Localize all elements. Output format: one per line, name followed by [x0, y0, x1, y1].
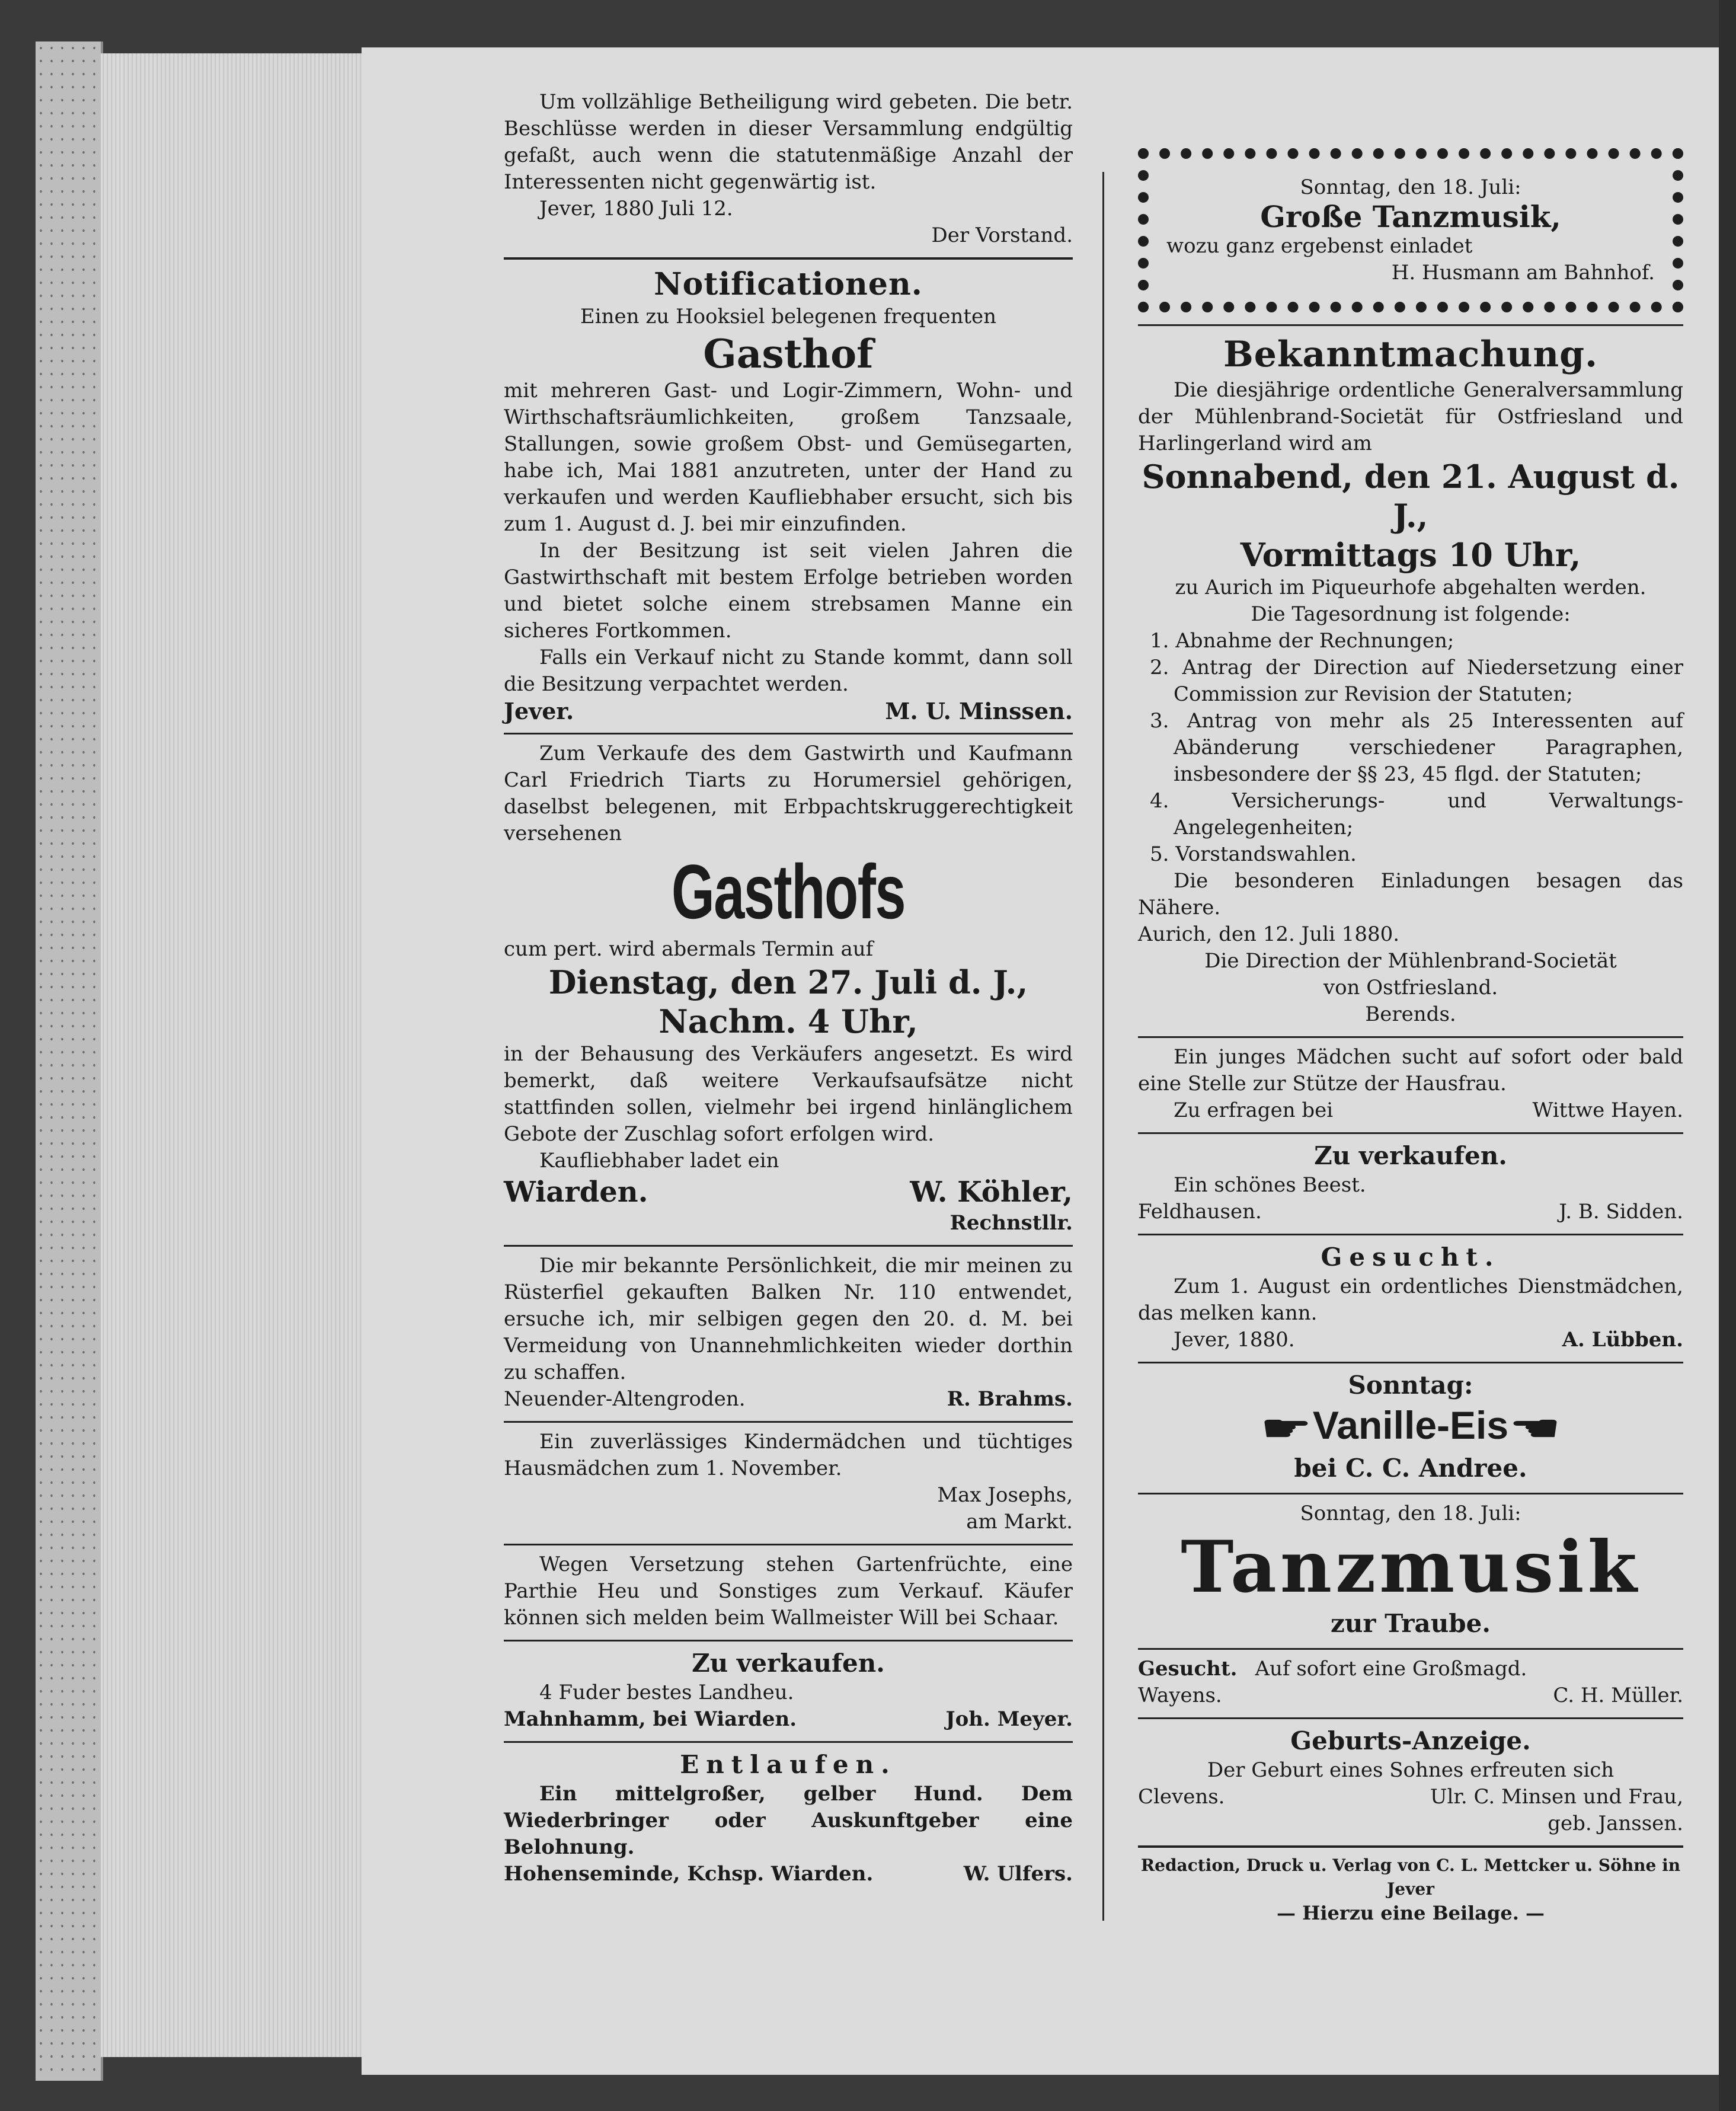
kinder-signature: Max Josephs,: [937, 1483, 1073, 1507]
bek-order: Die Tagesordnung ist folgende:: [1251, 602, 1571, 626]
gasthof-lead: Einen zu Hooksiel belegenen frequenten: [580, 305, 997, 328]
termin-place: Wiarden.: [504, 1176, 648, 1209]
gasthof-place: Jever.: [504, 698, 574, 724]
bek-item-3: 3. Antrag von mehr als 25 Interessenten auf Abänderung verschiedener Paragraphen, insbesondere der §§ 23, 45 flgd. der Statuten;: [1150, 709, 1683, 786]
notif-title: Notificationen.: [654, 266, 923, 302]
column-divider: [1102, 172, 1104, 1921]
separator: [504, 1640, 1073, 1641]
separator: [504, 1741, 1073, 1743]
zuverk-body: 4 Fuder bestes Landheu.: [539, 1681, 794, 1704]
pointing-hand-right-icon: ☛: [1260, 1408, 1312, 1448]
kinder-signature-2: am Markt.: [966, 1510, 1073, 1534]
gasthof-body-2: In der Besitzung ist seit vielen Jahren die Gastwirthschaft mit bestem Erfolge betrieben worden und bietet solche einem strebsamen Manne ein sicheres Fortkommen.: [504, 539, 1073, 643]
bek-date: Sonnabend, den 21. August d. J.,: [1142, 458, 1680, 535]
balken-signature: R. Brahms.: [947, 1387, 1073, 1411]
separator: [1138, 324, 1683, 326]
separator: [1138, 1036, 1683, 1038]
gasthof-heading: Gasthof: [703, 331, 874, 377]
mad-signature-row: [1138, 1097, 1683, 1124]
zuverk-signature-row: [504, 1706, 1073, 1733]
geb-signature-row: [1138, 1784, 1683, 1810]
separator: [504, 733, 1073, 734]
termin-signature-title: Rechnstllr.: [949, 1211, 1073, 1235]
ges-signature: A. Lübben.: [1562, 1328, 1683, 1352]
bek-time: Vormittags 10 Uhr,: [1240, 536, 1581, 574]
termin-date: Dienstag, den 27. Juli d. J.,: [548, 963, 1028, 1001]
separator: [504, 1544, 1073, 1545]
entlaufen-place: Hohenseminde, Kchsp. Wiarden.: [504, 1862, 874, 1886]
separator: [1138, 1493, 1683, 1494]
tm-place: zur Traube.: [1331, 1608, 1491, 1638]
right-column: [1138, 148, 1683, 1925]
intro-dateline: Jever, 1880 Juli 12.: [539, 197, 733, 221]
eis-day: Sonntag:: [1348, 1371, 1473, 1400]
termin-body-2: Kaufliebhaber ladet ein: [539, 1149, 779, 1173]
bek-note: Die besonderen Einladungen besagen das Nähere.: [1138, 869, 1683, 919]
gm-body: Auf sofort eine Großmagd.: [1255, 1656, 1527, 1681]
gm-place: Wayens.: [1138, 1683, 1222, 1707]
footer-imprint: Redaction, Druck u. Verlag von C. L. Mettcker u. Söhne in Jever: [1140, 1855, 1681, 1899]
separator: [1138, 1648, 1683, 1650]
zv-body: Ein schönes Beest.: [1174, 1173, 1366, 1197]
separator: [1138, 1717, 1683, 1719]
zv-place: Feldhausen.: [1138, 1200, 1262, 1224]
bek-place: zu Aurich im Piqueurhofe abgehalten werden.: [1175, 576, 1647, 599]
zuverk-signature: Joh. Meyer.: [945, 1707, 1073, 1731]
bek-item-4: 4. Versicherungs- und Verwaltungs-Angelegenheiten;: [1150, 789, 1683, 839]
kinder-body: Ein zuverlässiges Kindermädchen und tüchtiges Hausmädchen zum 1. November.: [504, 1430, 1073, 1480]
bek-signature-2: von Ostfriesland.: [1323, 976, 1498, 999]
gasthofs-heading: Gasthofs: [671, 848, 906, 935]
right-dark-edge: [1719, 0, 1736, 2111]
termin-time: Nachm. 4 Uhr,: [658, 1002, 918, 1040]
gasthof-signature-row: [504, 698, 1073, 724]
left-column: [504, 89, 1073, 1888]
tanz-title: Große Tanzmusik,: [1260, 199, 1561, 234]
ges-body: Zum 1. August ein ordentliches Dienstmädchen, das melken kann.: [1138, 1275, 1683, 1325]
entlaufen-signature: W. Ulfers.: [963, 1862, 1073, 1886]
bek-signature-3: Berends.: [1365, 1002, 1456, 1026]
geb-signature: Ulr. C. Minsen und Frau,: [1430, 1784, 1683, 1809]
footer-supplement: — Hierzu eine Beilage. —: [1276, 1901, 1545, 1924]
separator: [504, 257, 1073, 260]
ges-place: Jever, 1880.: [1174, 1328, 1295, 1352]
separator: [504, 1245, 1073, 1247]
tm-title: Tanzmusik: [1181, 1525, 1641, 1609]
geb-body: Der Geburt eines Sohnes erfreuten sich: [1207, 1758, 1614, 1782]
bek-body: Die diesjährige ordentliche Generalversammlung der Mühlenbrand-Societät für Ostfriesland und Harlingerland wird am: [1138, 378, 1683, 455]
eis-title: Vanille-Eis: [1312, 1403, 1509, 1447]
ges-title: Gesucht.: [1321, 1243, 1501, 1272]
pointing-hand-left-icon: ☚: [1510, 1408, 1561, 1448]
gm-signature: C. H. Müller.: [1553, 1683, 1683, 1707]
entlaufen-body: Ein mittelgroßer, gelber Hund. Dem Wiederbringer oder Auskunftgeber eine Belohnung.: [504, 1782, 1073, 1859]
separator: [504, 1421, 1073, 1423]
separator: [1138, 1234, 1683, 1235]
mad-signature: Wittwe Hayen.: [1532, 1098, 1683, 1122]
tanz-signature: H. Husmann am Bahnhof.: [1391, 261, 1655, 285]
entlaufen-signature-row: [504, 1861, 1073, 1888]
tanz-date: Sonntag, den 18. Juli:: [1300, 175, 1521, 199]
eis-signature: bei C. C. Andree.: [1294, 1453, 1527, 1483]
separator: [1138, 1132, 1683, 1134]
ges-signature-row: [1138, 1327, 1683, 1353]
termin-lead: cum pert. wird abermals Termin auf: [504, 937, 874, 961]
termin-signature-row: [504, 1174, 1073, 1210]
zv-title: Zu verkaufen.: [1314, 1141, 1507, 1170]
balken-place: Neuender-Altengroden.: [504, 1387, 746, 1411]
bek-title: Bekanntmachung.: [1223, 334, 1598, 375]
page-stack: [101, 53, 363, 2057]
book-spine-edge: [36, 41, 103, 2081]
garten-body: Wegen Versetzung stehen Gartenfrüchte, eine Parthie Heu und Sonstiges zum Verkauf. Käufer können sich melden beim Wallmeister Will bei Schaar.: [504, 1553, 1073, 1630]
gm-row-1: [1138, 1656, 1683, 1682]
mad-place: Zu erfragen bei: [1174, 1098, 1334, 1122]
tanzmusik-frame: [1138, 148, 1683, 312]
gm-label: Gesucht.: [1138, 1656, 1238, 1681]
balken-signature-row: [504, 1386, 1073, 1413]
separator: [1138, 1845, 1683, 1848]
zuverk-title: Zu verkaufen.: [692, 1649, 885, 1678]
zuverk-place: Mahnhamm, bei Wiarden.: [504, 1707, 797, 1731]
termin-signature: W. Köhler,: [910, 1176, 1073, 1209]
tanz-body: wozu ganz ergebenst einladet: [1166, 234, 1473, 258]
bek-signature-1: Die Direction der Mühlenbrand-Societät: [1204, 949, 1617, 973]
zv-signature-row: [1138, 1199, 1683, 1225]
separator: [1138, 1362, 1683, 1363]
intro-signature: Der Vorstand.: [931, 223, 1073, 247]
bek-item-5: 5. Vorstandswahlen.: [1150, 842, 1357, 866]
gasthof-body-3: Falls ein Verkauf nicht zu Stande kommt, dann soll die Besitzung verpachtet werden.: [504, 646, 1073, 696]
balken-body: Die mir bekannte Persönlichkeit, die mir meinen zu Rüsterfiel gekauften Balken Nr. 110 entwendet, ersuche ich, mir selbigen gegen den 20. d. M. bei Vermeidung von Unannehmlichkeiten wieder dorthin zu schaffen.: [504, 1254, 1073, 1384]
termin-body: in der Behausung des Verkäufers angesetzt. Es wird bemerkt, daß weitere Verkaufsaufsätze nicht stattfinden sollen, vielmehr bei irgend hinlänglichem Gebote der Zuschlag sofort erfolgen wird.: [504, 1042, 1073, 1146]
gasthof-signature: M. U. Minssen.: [885, 698, 1073, 724]
bek-item-1: 1. Abnahme der Rechnungen;: [1150, 629, 1454, 653]
intro-text: Um vollzählige Betheiligung wird gebeten. Die betr. Beschlüsse werden in dieser Versammlung endgültig gefaßt, auch wenn die statutenmäßige Anzahl der Interessenten nicht gegenwärtig ist.: [504, 90, 1073, 194]
gasthof-body: mit mehreren Gast- und Logir-Zimmern, Wohn- und Wirthschaftsräumlichkeiten, großem Tanzsaale, Stallungen, sowie großem Obst- und Gemüsegarten, habe ich, Mai 1881 anzutreten, unter der Hand zu verkaufen und werden Kaufliebhaber ersucht, sich bis zum 1. August d. J. bei mir einzufinden.: [504, 379, 1073, 536]
geb-place: Clevens.: [1138, 1784, 1225, 1809]
mad-body: Ein junges Mädchen sucht auf sofort oder bald eine Stelle zur Stütze der Hausfrau.: [1138, 1045, 1683, 1096]
eis-title-row: [1138, 1401, 1683, 1452]
geb-signature-2: geb. Janssen.: [1548, 1811, 1683, 1835]
tm-date: Sonntag, den 18. Juli:: [1300, 1501, 1521, 1525]
geb-title: Geburts-Anzeige.: [1290, 1726, 1531, 1755]
bek-dateline: Aurich, den 12. Juli 1880.: [1138, 922, 1400, 946]
verkauf-lead: Zum Verkaufe des dem Gastwirth und Kaufmann Carl Friedrich Tiarts zu Horumersiel gehörigen, daselbst belegenen, mit Erbpachtskruggerechtigkeit versehenen: [504, 742, 1073, 845]
gm-row-2: [1138, 1682, 1683, 1709]
entlaufen-title: Entlaufen.: [680, 1750, 897, 1779]
bek-item-2: 2. Antrag der Direction auf Niedersetzung einer Commission zur Revision der Statuten;: [1150, 656, 1683, 706]
zv-signature: J. B. Sidden.: [1559, 1200, 1683, 1224]
